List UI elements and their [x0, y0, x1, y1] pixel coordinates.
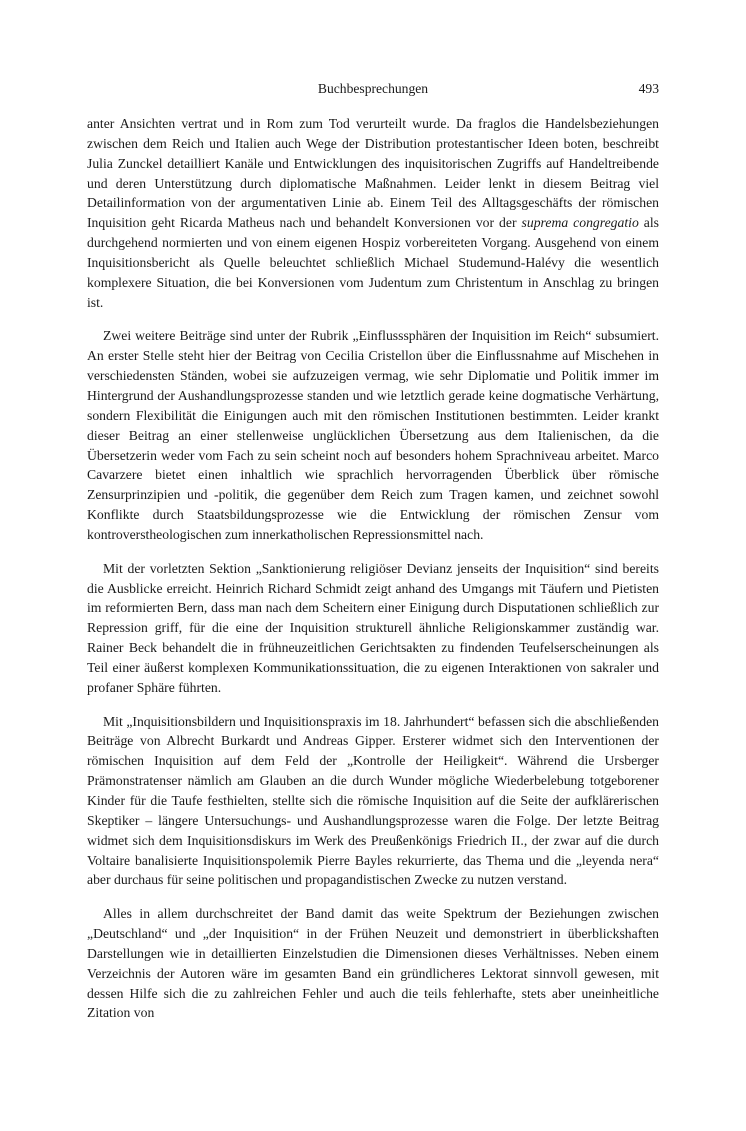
paragraph — [87, 559, 659, 698]
text-run: Mit „Inquisitionsbildern und Inquisitionspraxis im 18. Jahrhundert“ befassen sich die abschließenden Beiträge von Albrecht Burkardt und Andreas Gipper. Ersterer widmet sich den Interventionen der römischen Inquisition auf dem Feld der „Kontrolle der Heiligkeit“. Während die Ursberger Prämonstratenser nämlich am Glauben an die durch Wunder mögliche Wiederbelebung totgeborener Kinder für die Taufe festhielten, stellte sich die römische Inquisition auf die Seite der aufklärerischen Skeptiker – längere Untersuchungs- und Aushandlungsprozesse waren die Folge. Der letzte Beitrag widmet sich dem Inquisitionsdiskurs im Werk des Preußenkönigs Friedrich II., der zwar auf die durch Voltaire banalisierte Inquisitionspolemik Pierre Bayles rekurrierte, das Thema und die „leyenda nera“ aber durchaus für seine politischen und propagandistischen Zwecke zu nutzen verstand. — [87, 713, 659, 888]
italic-term: suprema congregatio — [521, 215, 639, 231]
paragraph — [87, 114, 659, 312]
paragraph — [87, 326, 659, 544]
text-run: Mit der vorletzten Sektion „Sanktionierung religiöser Devianz jenseits der Inquisition“ sind bereits die Ausblicke erreicht. Heinrich Richard Schmidt zeigt anhand des Umgangs mit Täufern und Pietisten im reformierten Bern, dass man nach dem Scheitern einer Einigung durch Disputationen schließlich zur Repression griff, für die eine der Inquisition strukturell ähnliche Religionskammer zuständig war. Rainer Beck behandelt die in frühneuzeitlichen Gerichtsakten zu findenden Teufelserscheinungen als Teil einer äußerst komplexen Kommunikationssituation, die zu eigenen Interaktionen von sakraler und profaner Sphäre führten. — [87, 560, 659, 695]
text-run: Alles in allem durchschreitet der Band damit das weite Spektrum der Beziehungen zwischen „Deutschland“ und „der Inquisition“ in der Frühen Neuzeit und demonstriert in überblickshaften Darstellungen wie in detaillierten Einzelstudien die Dimensionen dieses Verhältnisses. Neben einem Verzeichnis der Autoren wäre im gesamten Band ein gründlicheres Lektorat sinnvoll gewesen, mit dessen Hilfe sich die zu zahlreichen Fehler und auch die teils fehlerhafte, stets aber uneinheitliche Zitation von — [87, 906, 659, 1021]
text-run: anter Ansichten vertrat und in Rom zum Tod verurteilt wurde. Da fraglos die Handelsbeziehungen zwischen dem Reich und Italien auch Wege der Distribution protestantischer Ideen boten, beschreibt Julia Zunckel detailliert Kanäle und Entwicklungen des inquisitorischen Zugriffs auf Handeltreibende und deren Unterstützung durch diplomatische Maßnahmen. Leider lenkt in diesem Beitrag viel Detailinformation von der argumentativen Linie ab. Einem Teil des Alltagsgeschäfts der römischen Inquisition geht Ricarda Matheus nach und behandelt Konversionen vor der — [87, 116, 659, 231]
running-title: Buchbesprechungen — [317, 81, 429, 96]
text-run: als durchgehend normierten und von einem eigenen Hospiz vorbereiteten Vorgang. Ausgehend von einem Inquisitionsbericht als Quelle beleuchtet schließlich Michael Studemund-Halévy die wesentlich komplexere Situation, die bei Konversionen vom Judentum zum Christentum in Anschlag zu bringen ist. — [87, 215, 659, 310]
book-page — [87, 78, 659, 1037]
text-run: Zwei weitere Beiträge sind unter der Rubrik „Einflusssphären der Inquisition im Reich“ subsumiert. An erster Stelle steht hier der Beitrag von Cecilia Cristellon über die Einflussnahme auf Mischehen in verschiedensten Ständen, wobei sie aufzuzeigen vermag, wie sehr Diplomatie und Politik immer im Hintergrund der Aushandlungsprozesse standen und wie letztlich gerade keine dogmatische Verhärtung, sondern Flexibilität die Einigungen auch mit den römischen Institutionen bestimmten. Leider krankt dieser Beitrag an einer stellenweise unglücklichen Übersetzung aus dem Italienischen, da die Übersetzerin weder vom Fach zu sein scheint noch auf besonders hohem Sprachniveau arbeitet. Marco Cavarzere bietet einen inhaltlich wie sprachlich hervorragenden Überblick über römische Zensurprinzipien und -politik, die gegenüber dem Reich zum Tragen kamen, und zeichnet sowohl Konflikte durch Staatsbildungsprozesse wie die Entwicklung der römischen Zensur vom kontroverstheologischen zum innerkatholischen Repressionsmittel nach. — [87, 328, 659, 542]
body-text — [87, 114, 659, 1023]
paragraph — [87, 712, 659, 891]
paragraph — [87, 904, 659, 1023]
running-header — [87, 78, 659, 100]
page-number: 493 — [638, 81, 659, 96]
